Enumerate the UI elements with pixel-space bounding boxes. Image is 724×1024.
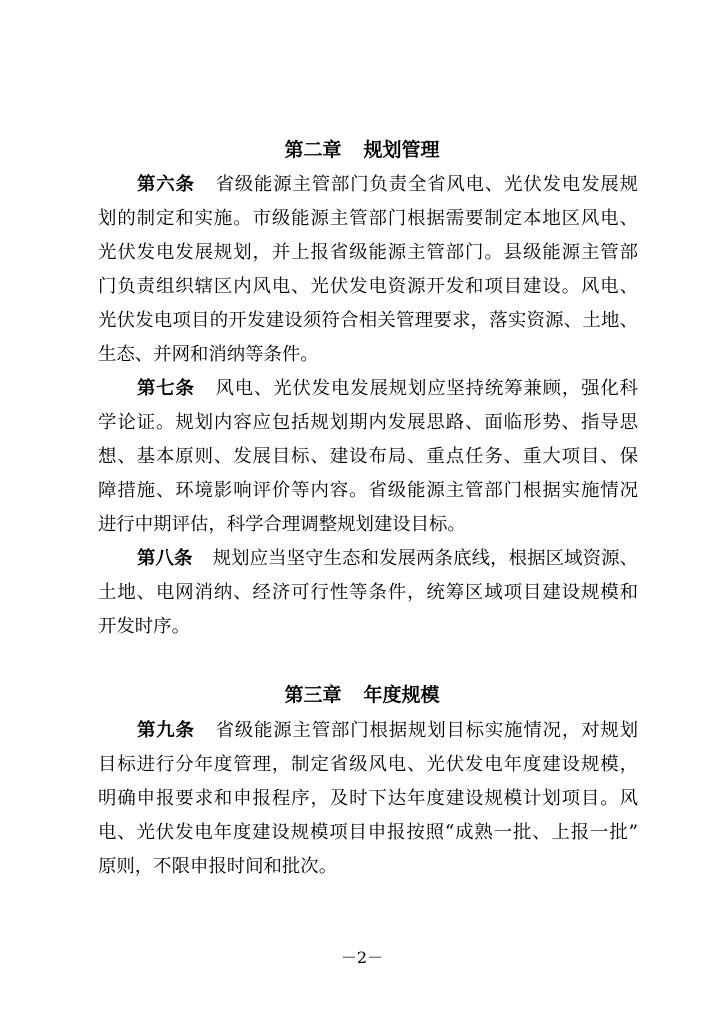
article-9-line-3: 明确申报要求和申报程序，及时下达年度建设规模计划项目。风 bbox=[98, 788, 638, 809]
article-6-line-4: 门负责组织辖区内风电、光伏发电资源开发和项目建设。风电、 bbox=[98, 276, 638, 297]
article-7-line-2: 学论证。规划内容应包括规划期内发展思路、面临形势、指导思 bbox=[98, 412, 638, 433]
article-9-line-2: 目标进行分年度管理，制定省级风电、光伏发电年度建设规模， bbox=[98, 754, 638, 775]
article-8-line-2: 土地、电网消纳、经济可行性等条件，统筹区域项目建设规模和 bbox=[98, 582, 638, 603]
article-6-text-1: 省级能源主管部门负责全省风电、光伏发电发展规 bbox=[214, 174, 638, 195]
chapter-3-heading bbox=[0, 681, 724, 709]
chapter-2-heading bbox=[0, 136, 724, 164]
chapter-3-number: 第三章 bbox=[284, 684, 342, 706]
article-8-line-1 bbox=[137, 546, 638, 572]
chapter-2-title: 规划管理 bbox=[363, 139, 440, 161]
article-6-line-6: 生态、并网和消纳等条件。 bbox=[98, 344, 319, 365]
article-6-line-1 bbox=[137, 172, 638, 198]
article-9-line-1 bbox=[137, 718, 638, 744]
article-9-text-1: 省级能源主管部门根据规划目标实施情况，对规划 bbox=[214, 720, 638, 741]
article-8-label: 第八条 bbox=[137, 548, 193, 569]
article-7-line-1 bbox=[137, 376, 638, 402]
article-8-line-3: 开发时序。 bbox=[98, 616, 190, 637]
article-7-line-4: 障措施、环境影响评价等内容。省级能源主管部门根据实施情况 bbox=[98, 480, 638, 501]
page-number: －2－ bbox=[340, 948, 384, 967]
article-7-text-1: 风电、光伏发电发展规划应坚持统筹兼顾，强化科 bbox=[214, 378, 638, 399]
article-6-line-5: 光伏发电项目的开发建设须符合相关管理要求，落实资源、土地、 bbox=[98, 310, 638, 331]
article-8-text-1: 规划应当坚守生态和发展两条底线，根据区域资源、 bbox=[212, 548, 638, 569]
article-9-line-5: 原则，不限申报时间和批次。 bbox=[98, 856, 338, 877]
article-6-line-2: 划的制定和实施。市级能源主管部门根据需要制定本地区风电、 bbox=[98, 208, 638, 229]
article-6-line-3: 光伏发电发展规划，并上报省级能源主管部门。县级能源主管部 bbox=[98, 242, 638, 263]
article-7-line-5: 进行中期评估，科学合理调整规划建设目标。 bbox=[98, 514, 466, 535]
article-7-label: 第七条 bbox=[137, 378, 195, 399]
article-7-line-3: 想、基本原则、发展目标、建设布局、重点任务、重大项目、保 bbox=[98, 446, 638, 467]
article-6-label: 第六条 bbox=[137, 174, 195, 195]
chapter-3-title: 年度规模 bbox=[363, 684, 440, 706]
article-9-label: 第九条 bbox=[137, 720, 195, 741]
article-9-line-4: 电、光伏发电年度建设规模项目申报按照“成熟一批、上报一批” bbox=[98, 822, 638, 843]
chapter-2-number: 第二章 bbox=[284, 139, 342, 161]
